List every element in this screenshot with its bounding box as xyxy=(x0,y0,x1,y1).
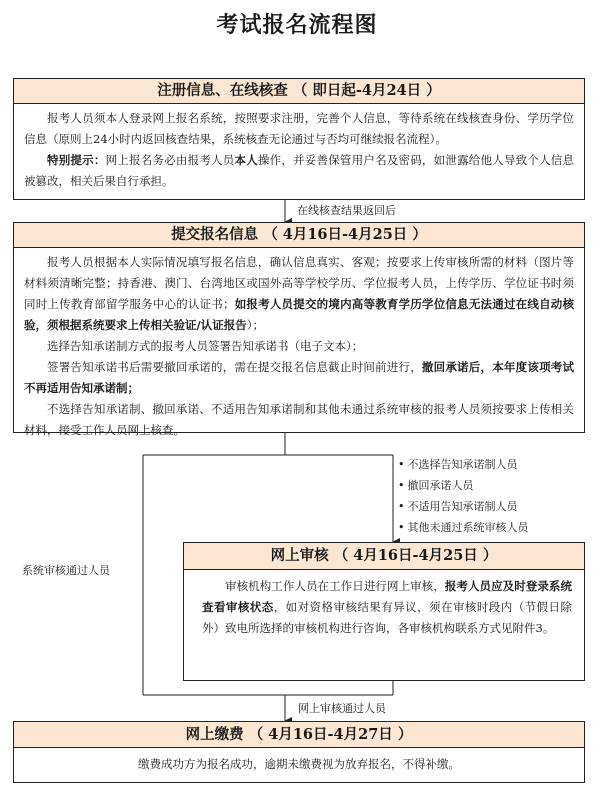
step1-body xyxy=(14,104,584,196)
step3-box xyxy=(183,542,585,681)
step1-notice: 特别提示：网上报名务必由报考人员本人操作，并妥善保管用户名及密码，如泄露给他人导致个人信息被篡改，相关后果自行承担。 xyxy=(24,153,575,188)
arrow1-label: 在线核查结果返回后 xyxy=(297,204,396,217)
step2-box xyxy=(13,222,585,437)
page-title: 考试报名流程图 xyxy=(216,12,378,38)
step4-heading: 网上缴费 （ 4月16日-4月27日 ） xyxy=(14,722,584,748)
step4-box xyxy=(13,721,585,783)
step4-paragraph: 缴费成功方为报名成功，逾期未缴费视为放弃报名，不得补缴。 xyxy=(138,757,460,771)
branch-item: • 不适用告知承诺制人员 xyxy=(398,500,518,513)
step4-body xyxy=(14,748,584,779)
step2-body xyxy=(14,248,584,445)
step2-paragraph-manual-check: 不选择告知承诺制、撤回承诺、不适用告知承诺制和其他未通过系统审核的报考人员须按要求上传相关材料，接受工作人员网上核查。 xyxy=(24,402,574,437)
left-branch-label: 系统审核通过人员 xyxy=(22,564,110,577)
step2-heading: 提交报名信息 （ 4月16日-4月25日 ） xyxy=(14,223,584,248)
step1-box xyxy=(13,78,585,200)
step3-body xyxy=(184,570,584,643)
step3-heading: 网上审核 （ 4月16日-4月25日 ） xyxy=(184,543,584,570)
branch-item: • 不选择告知承诺制人员 xyxy=(398,458,518,471)
step1-paragraph: 报考人员须本人登录网上报名系统，按照要求注册，完善个人信息，等待系统在线核查身份、学历学位信息（原则上24小时内返回核查结果，系统核查无论通过与否均可继续报名流程）。 xyxy=(24,111,574,146)
step2-paragraph-withdraw: 签署告知承诺书后需要撤回承诺的，需在提交报名信息截止时间前进行，撤回承诺后，本年度该项考试不再适用告知承诺制； xyxy=(24,360,574,395)
arrow3-label: 网上审核通过人员 xyxy=(298,702,386,715)
branch-item: • 撤回承诺人员 xyxy=(398,479,474,492)
step3-paragraph: 审核机构工作人员在工作日进行网上审核，报考人员应及时登录系统查看审核状态，如对资格审核结果有异议，须在审核时段内（节假日除外）致电所选择的审核机构进行咨询，各审核机构联系方式见附件3。 xyxy=(202,579,573,635)
branch-item: • 其他未通过系统审核人员 xyxy=(398,521,529,534)
step2-paragraph-materials: 报考人员根据本人实际情况填写报名信息，确认信息真实、客观；按要求上传审核所需的材料（图片等材料须清晰完整；持香港、澳门、台湾地区或国外高等学校学历、学位报考人员，上传学历、学位证书时须同时上传教育部留学服务中心的认证书；如报考人员提交的境内高等教育学历学位信息无法通过在线自动核验，须根据系统要求上传相关验证/认证报告）； xyxy=(24,255,575,332)
step1-heading: 注册信息、在线核查 （ 即日起-4月24日 ） xyxy=(14,79,584,104)
step2-paragraph-commitment: 选择告知承诺制方式的报考人员签署告知承诺书（电子文本）； xyxy=(47,339,364,353)
